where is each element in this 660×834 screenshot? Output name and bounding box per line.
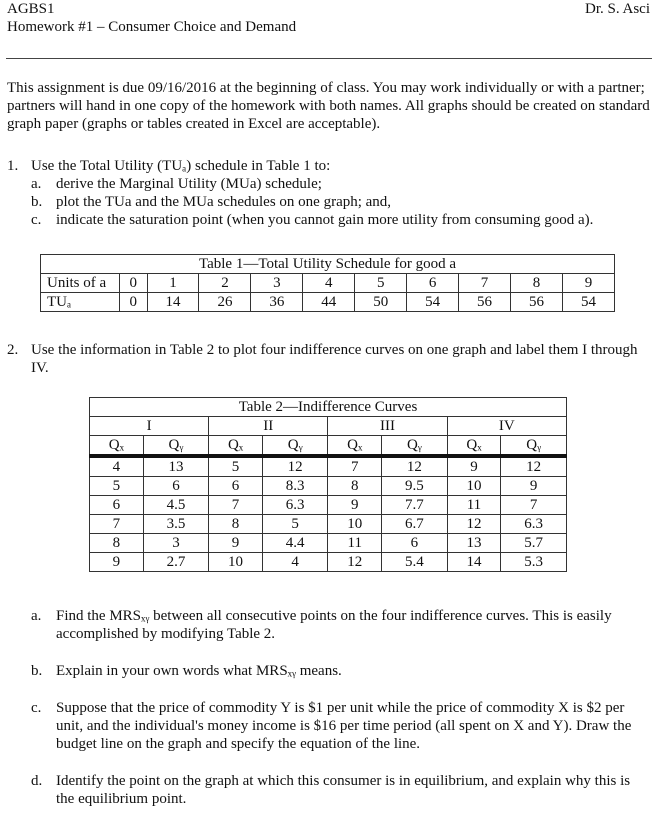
table-cell: 3.5 (143, 515, 209, 534)
table-cell: 7 (209, 496, 263, 515)
table-cell: 9.5 (382, 477, 448, 496)
question-2-item-c (7, 699, 652, 753)
table-cell: 0 (120, 293, 148, 312)
header-left (7, 0, 296, 36)
question-2-items (7, 607, 652, 808)
question-2 (7, 341, 652, 377)
group-header: II (209, 417, 328, 436)
group-header: III (328, 417, 447, 436)
course-code: AGBS1 (7, 1, 55, 17)
table-cell: 5 (262, 515, 328, 534)
table-cell: 9 (562, 274, 614, 293)
table-cell: 6 (90, 496, 144, 515)
table-cell: 8 (90, 534, 144, 553)
table-cell: 6 (143, 477, 209, 496)
table-cell: 6.3 (501, 515, 567, 534)
question-2-number: 2. (7, 342, 19, 358)
table-cell: 54 (407, 293, 459, 312)
table-cell: 7 (90, 515, 144, 534)
item-text: indicate the saturation point (when you cannot gain more utility from consuming good a). (56, 212, 594, 228)
table-row (90, 534, 567, 553)
table-cell: 4.5 (143, 496, 209, 515)
table-1-total-utility (40, 254, 615, 312)
table-cell: 9 (501, 477, 567, 496)
item-text: Find the MRSₓᵧ between all consecutive points on the four indifference curves. This is easily accomplished by modifying Table 2. (56, 608, 612, 642)
item-letter: b. (31, 194, 43, 210)
question-1-item-c (7, 211, 652, 229)
question-1 (7, 157, 652, 229)
question-2-text: Use the information in Table 2 to plot four indifference curves on one graph and label them I through IV. (31, 342, 638, 376)
table-cell: 9 (447, 456, 501, 477)
table-row (90, 456, 567, 477)
table-cell: 12 (382, 456, 448, 477)
table-cell: 2 (199, 274, 251, 293)
item-letter: a. (31, 176, 42, 192)
table-cell: 9 (209, 534, 263, 553)
table-cell: 5.4 (382, 553, 448, 572)
column-header: Qₓ (447, 436, 501, 457)
table-cell: 6.3 (262, 496, 328, 515)
row-label: TUₐ (41, 293, 120, 312)
table-cell: 9 (328, 496, 382, 515)
table-cell: 6 (382, 534, 448, 553)
table-cell: 7 (501, 496, 567, 515)
row-label: Units of a (41, 274, 120, 293)
table-cell: 11 (447, 496, 501, 515)
table-cell: 26 (199, 293, 251, 312)
table-row (90, 553, 567, 572)
table-2-title: Table 2—Indifference Curves (90, 398, 567, 417)
table-cell: 5 (90, 477, 144, 496)
group-header: IV (447, 417, 566, 436)
item-text: derive the Marginal Utility (MUa) schedule; (56, 176, 322, 192)
instructor-name: Dr. S. Asci (584, 1, 650, 17)
table-cell: 2.7 (143, 553, 209, 572)
table-cell: 5.3 (501, 553, 567, 572)
table-cell: 10 (209, 553, 263, 572)
column-header: Qₓ (209, 436, 263, 457)
group-header: I (90, 417, 209, 436)
table-row (90, 515, 567, 534)
table-cell: 7 (328, 456, 382, 477)
table-cell: 56 (459, 293, 511, 312)
table-cell: 4 (303, 274, 355, 293)
table-row (41, 293, 615, 312)
table-cell: 50 (355, 293, 407, 312)
column-header: Qᵧ (501, 436, 567, 457)
table-cell: 3 (251, 274, 303, 293)
table-row (90, 477, 567, 496)
table-2-indifference-curves (89, 397, 567, 572)
table-cell: 5.7 (501, 534, 567, 553)
table-cell: 4 (262, 553, 328, 572)
table-cell: 8 (209, 515, 263, 534)
homework-title: Homework #1 – Consumer Choice and Demand (7, 19, 297, 35)
table-cell: 11 (328, 534, 382, 553)
table-1-title: Table 1—Total Utility Schedule for good a (41, 255, 615, 274)
table-row (90, 496, 567, 515)
table-cell: 5 (355, 274, 407, 293)
question-1-text: Use the Total Utility (TUₐ) schedule in Table 1 to: (31, 158, 331, 174)
table-cell: 9 (90, 553, 144, 572)
table-cell: 7.7 (382, 496, 448, 515)
table-cell: 3 (143, 534, 209, 553)
item-letter: c. (31, 212, 42, 228)
table-cell: 36 (251, 293, 303, 312)
table-cell: 12 (328, 553, 382, 572)
question-2-item-d (7, 772, 652, 808)
column-header: Qᵧ (382, 436, 448, 457)
item-letter: c. (31, 700, 42, 716)
item-text: Identify the point on the graph at which this consumer is in equilibrium, and explain why this is the equilibrium point. (56, 773, 631, 807)
table-cell: 8.3 (262, 477, 328, 496)
table-cell: 12 (262, 456, 328, 477)
intro-paragraph: This assignment is due 09/16/2016 at the beginning of class. You may work individually or with a partner; partners will hand in one copy of the homework with both names. All graphs should be created on standard graph paper (graphs or tables created in Excel are acceptable). (7, 80, 650, 132)
table-cell: 54 (562, 293, 614, 312)
column-header: Qₓ (90, 436, 144, 457)
item-letter: d. (31, 773, 43, 789)
question-1-number: 1. (7, 158, 19, 174)
item-text: Explain in your own words what MRSₓᵧ means. (56, 663, 342, 679)
table-cell: 13 (143, 456, 209, 477)
column-header: Qₓ (328, 436, 382, 457)
table-cell: 56 (511, 293, 563, 312)
question-1-item-a (7, 175, 652, 193)
item-text: Suppose that the price of commodity Y is $1 per unit while the price of commodity X is $2 per unit, and the individual's money income is $16 per time period (all spent on X and Y). Draw the budget line on the graph and specify the equation of the line. (56, 700, 632, 752)
item-text: plot the TUa and the MUa schedules on one graph; and, (56, 194, 392, 210)
table-cell: 8 (511, 274, 563, 293)
question-1-item-b (7, 193, 652, 211)
table-cell: 14 (147, 293, 199, 312)
table-cell: 6 (209, 477, 263, 496)
table-cell: 5 (209, 456, 263, 477)
table-cell: 12 (501, 456, 567, 477)
table-cell: 4 (90, 456, 144, 477)
table-cell: 10 (447, 477, 501, 496)
question-2-item-a (7, 607, 652, 643)
table-cell: 7 (459, 274, 511, 293)
table-cell: 4.4 (262, 534, 328, 553)
table-cell: 1 (147, 274, 199, 293)
column-header: Qᵧ (262, 436, 328, 457)
table-cell: 6.7 (382, 515, 448, 534)
column-header: Qᵧ (143, 436, 209, 457)
table-cell: 6 (407, 274, 459, 293)
table-cell: 12 (447, 515, 501, 534)
header-divider (6, 58, 652, 59)
question-2-item-b (7, 662, 652, 680)
table-cell: 0 (120, 274, 148, 293)
item-letter: b. (31, 663, 43, 679)
table-cell: 8 (328, 477, 382, 496)
table-cell: 10 (328, 515, 382, 534)
item-letter: a. (31, 608, 42, 624)
table-cell: 13 (447, 534, 501, 553)
table-row (41, 274, 615, 293)
table-cell: 14 (447, 553, 501, 572)
table-cell: 44 (303, 293, 355, 312)
